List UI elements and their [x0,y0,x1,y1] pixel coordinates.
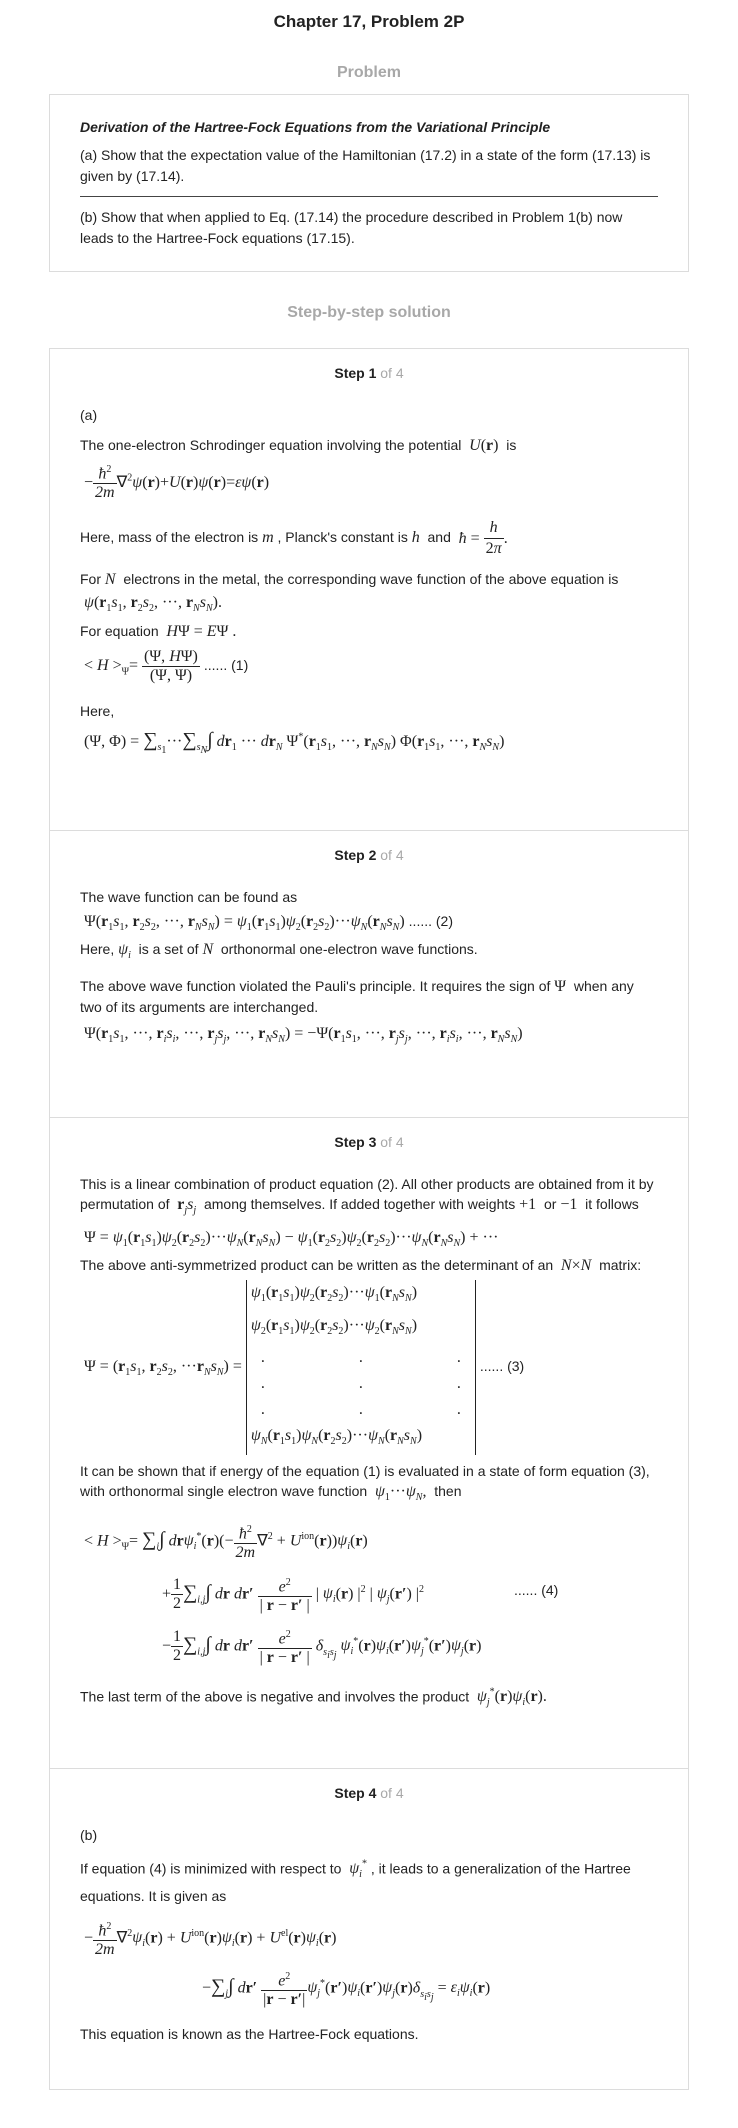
step-1 [50,349,688,831]
determinant: $\psi_1(r_1s_1)\psi_2(r_2s_2)\cdot\cdot\cdot\psi_1(r_Ns_N)$ $\psi_2(r_1s_1)\psi_2(r_2s_2)\cdot\cdot\cdot\psi_2(r_Ns_N)$ . . . . . . . . . $\psi_N(r_1s_1)\psi_N(r_2s_2)\cdot\cdot\cdot\psi_N(r_Ns_N)$ [246,1280,476,1455]
step-text: It can be shown that if energy of the equation (1) is evaluated in a state of form equation (3), with orthonormal single electron wave function $\psi_1\cdot\cdot\cdot\psi_N$, then [80,1462,650,1504]
step-4-header [80,1785,658,1801]
step-text: For equation HΨ = EΨ . [80,622,237,640]
step-4 [50,1769,688,2089]
text: or [543,1196,557,1212]
problem-part-a: (a) Show that the expectation value of the Hamiltonian (17.2) in a state of the form (17.13) is given by (17.14). [80,147,651,184]
equation-2: $\Psi(r_1s_1$, $r_2s_2$, ···, $r_Ns_N) = \psi_1(r_1s_1)\psi_2(r_2s_2)\cdot\cdot\cdot\psi_N(r_Ns_N)$ ...... (2) [84,913,454,934]
text: is a set of [138,941,199,958]
step-text: The above anti-symmetrized product can be written as the determinant of an N×N matrix: [80,1257,642,1275]
text: If equation (4) is minimized with respect to [80,1860,342,1877]
text: matrix: [599,1257,642,1274]
step-label: Step 4 [334,1785,377,1801]
text: and [427,529,451,546]
text: when any two of its arguments are interchanged. [80,978,634,1016]
problem-card [49,94,689,272]
text: This is a linear combination of product equation (2). All other products are obtained from it by permutation of [80,1176,654,1212]
equation-antisym-sum: $\Psi = \psi_1(r_1s_1)\psi_2(r_2s_2)\cdot\cdot\cdot\psi_N(r_Ns_N) - \psi_1(r_2s_2)\psi_2(r_2s_2)\cdot\cdot\cdot\psi_N(r_Ns_N)$ + ··· [84,1229,499,1250]
text: electrons in the metal, the corresponding wave function of the above equation is [123,571,619,588]
equation-wavefunction: $\psi(r_1s_1$, $r_2s_2$, ···, $r_Ns_N$). [84,594,222,615]
equation-inner-product: (Ψ, $\Phi) = \sum_{s_1}\cdot\cdot\cdot\sum_{s_N}\int$ $dr_1$ ··· $dr_N$ $\Psi^*(r_1s_1$, ···, $r_Ns_N$) $\Phi(r_1s_1$, ···, $r_Ns_N$) [84,728,505,756]
page-title: Chapter 17, Problem 2P [273,12,465,31]
text: then [434,1482,462,1499]
problem-part-b: (b) Show that when applied to Eq. (17.14) the procedure described in Problem 1(b) now leads to the Hartree-Fock equations (17.15). [80,209,623,246]
step-label: Step 2 [334,847,377,863]
step-text: The one-electron Schrodinger equation involving the potential U(r) is [80,437,517,454]
text: among themselves. If added together with weights [203,1196,516,1212]
text: , Planck's constant is [277,529,408,546]
equation-3: $\Psi = (r_1s_1$, $r_2s_2$, $\cdot\cdot\cdot r_Ns_N$) = $\psi_1(r_1s_1)\psi_2(r_2s_2)\cdot\cdot\cdot\psi_1(r_Ns_N)$ $\psi_2(r_1s_1)\psi_2(r_2s_2)\cdot\cdot\cdot\psi_2(r_Ns_N)$ . . . . . . . . . $\psi_N(r_1s_1)\psi_N(r_2s_2)\cdot\cdot\cdot\psi_N(r_Ns_N)$ ...... (3) [84,1280,658,1455]
divider [80,196,658,197]
step-text: Here, $\psi_i$ is a set of N orthonormal one-electron wave functions. [80,941,478,962]
text: Here, mass of the electron is [80,529,259,546]
text: The last term of the above is negative and involves the product [80,1688,470,1704]
step-3 [50,1118,688,1769]
text: The one-electron Schrodinger equation involving the potential [80,437,462,453]
problem-heading: Derivation of the Hartree-Fock Equations from the Variational Principle [80,119,551,135]
text: is [506,437,517,453]
equation-tag: ...... (2) [408,913,454,929]
step-of: of 4 [380,1785,404,1801]
text: orthonormal one-electron wave functions. [220,941,478,958]
step-text: This is a linear combination of product equation (2). All other products are obtained from it by permutation of $r_js_j$ among themselves. If added together with weights +1 or −1 it follows [80,1176,654,1217]
step-of: of 4 [380,1134,404,1150]
step-text: Here, [80,702,115,719]
text: , it leads to a generalization of the Hartree equations. It is given as [80,1860,631,1904]
step-of: of 4 [380,365,404,381]
text: It can be shown that if energy of the equation (1) is evaluated in a state of form equation (3), with orthonormal single electron wave function [80,1462,650,1499]
equation-tag: ...... (4) [514,1581,559,1598]
text: The above anti-symmetrized product can be written as the determinant of an [80,1257,554,1274]
equation-schrodinger: − $\frac{ħ^2}{2m}$ ∇$^2$ψ(r)+U(r)ψ(r)=εψ(r) [84,464,270,502]
step-label: Step 3 [334,1134,377,1150]
text: Here, [80,941,115,958]
text: For [80,571,101,588]
equation-tag: ...... (1) [203,656,249,673]
step-text: Here, mass of the electron is m , Planck's constant is h and ħ = $\frac{h}{2\pi}$ . [80,519,508,558]
step-of: of 4 [380,847,404,863]
text: it follows [585,1196,639,1212]
part-label: (b) [80,1827,98,1843]
solution-section-title: Step-by-step solution [287,304,451,321]
step-1-header [80,365,658,381]
step-text: If equation (4) is minimized with respect to $\psi_i^*$ , it leads to a generalization of the Hartree equations. It is given as [80,1859,631,1904]
step-2-header [80,847,658,863]
step-text: The above wave function violated the Pauli's principle. It requires the sign of Ψ when any two of its arguments are interchanged. [80,978,634,1016]
step-text: For N electrons in the metal, the corresponding wave function of the above equation is [80,571,619,589]
text: For equation [80,622,159,639]
step-label: Step 1 [334,365,377,381]
equation-1: < $H >_\Psi=$ $\frac{(\Psi, H\Psi)}{(\Psi, \Psi)}$ ...... (1) [84,647,249,684]
equation-antisymmetry: $\Psi(r_1s_1$, ···, $r_is_i$, ···, $r_js_j$, ···, $r_Ns_N) = -\Psi(r_1s_1$, ···, $r_js_j$, ···, $r_is_i$, ···, $r_Ns_N$) [84,1025,523,1046]
step-text: The wave function can be found as [80,889,298,905]
part-label: (a) [80,407,98,423]
text: The above wave function violated the Pauli's principle. It requires the sign of [80,978,551,995]
problem-section-title: Problem [336,64,401,81]
step-text: The last term of the above is negative and involves the product $\psi_j^*(r)\psi_i(r)$. [80,1686,547,1709]
step-text: This equation is known as the Hartree-Fock equations. [80,2025,419,2042]
step-3-header [80,1134,658,1150]
steps-container [49,348,689,2090]
step-2 [50,831,688,1118]
equation-tag: ...... (3) [479,1358,525,1375]
equation-4: < $H >_\Psi= \sum_i\int$ drψ$_i$*(r)(− $\frac{ħ^2}{2m}$ $\nabla^2 + U^{ion}(r))\psi_i(r)$ + $\frac{1}{2}$ $\sum_{i,j}\int$ dr dr′ $\frac{e^2}{| r - r' |}$ | $\psi_i(r)$ $|^2$ | $\psi_j(r')$ $|^2$ ...... (4) − $\frac{1}{2}$ $\sum_{i,j}\int$ dr dr′ $\frac{e^2}{| r - r' |}$ $\delta_{s_is_j}$ $\psi_i^*(r)\psi_i(r')\psi_j^*(r')\psi_j(r)$ [84,1516,658,1677]
equation-hartree-fock: − $\frac{ħ^2}{2m}$ $\nabla^2\psi_i(r) + U^{ion}(r)\psi_i(r) + U^{el}(r)\psi_i(r)$ $-\sum_j\int$ dr′ $\frac{e^2}{|r - r'|}$ $\psi_j^*(r')\psi_i(r')\psi_j(r)\delta_{s_is_j} = \varepsilon_i\psi_i(r)$ [84,1914,658,2018]
